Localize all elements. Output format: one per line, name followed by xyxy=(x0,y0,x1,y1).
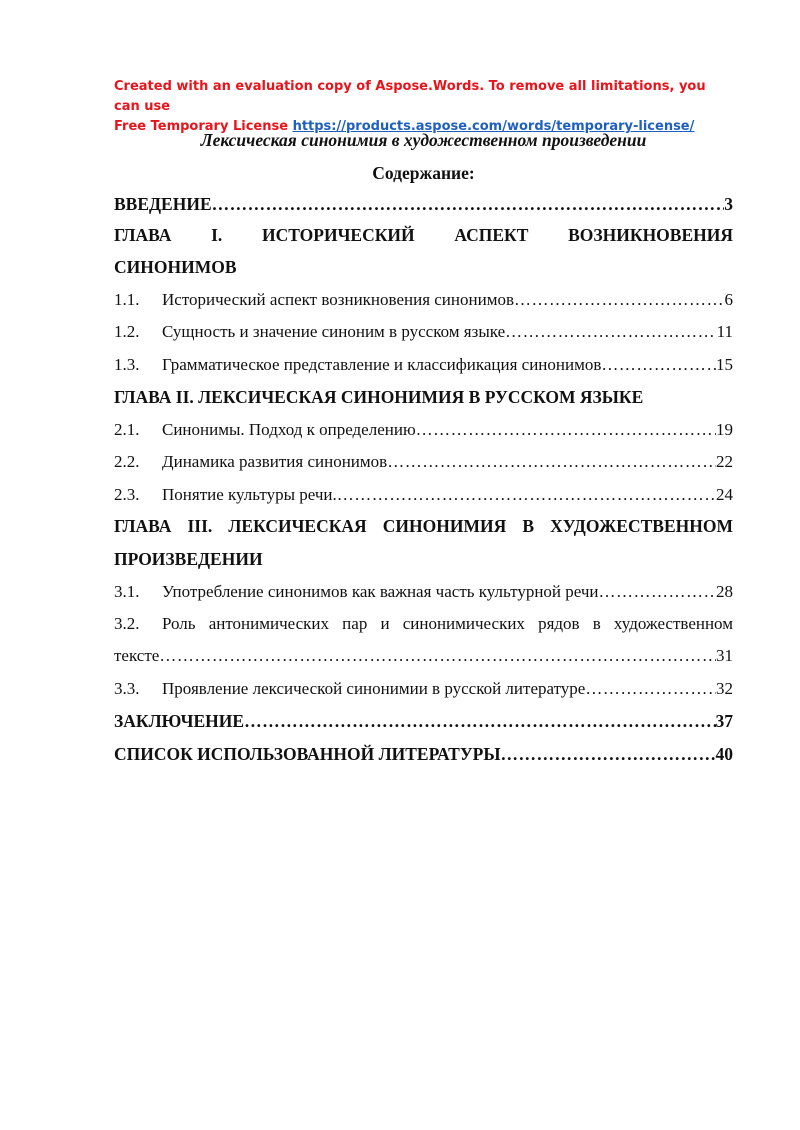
toc-entry-text: СПИСОК ИСПОЛЬЗОВАННОЙ ЛИТЕРАТУРЫ xyxy=(114,744,501,764)
toc-leader-dots xyxy=(601,355,716,375)
toc-entry-text: ГЛАВА II. ЛЕКСИЧЕСКАЯ СИНОНИМИЯ В РУССКОМ ЯЗЫКЕ xyxy=(114,387,644,407)
toc-entry-text: ГЛАВА I. ИСТОРИЧЕСКИЙ АСПЕКТ ВОЗНИКНОВЕНИЯ xyxy=(114,225,733,245)
toc-entry-number: 1.2. xyxy=(114,322,140,341)
toc-entry-text: Проявление лексической синонимии в русской литературе xyxy=(162,679,586,698)
toc-entry-1-3[interactable] xyxy=(114,355,733,381)
toc-leader-dots xyxy=(159,646,716,666)
toc-page-number: 22 xyxy=(716,452,733,471)
toc-entry-1-2[interactable] xyxy=(114,322,733,348)
toc-leader-dots xyxy=(501,744,716,765)
toc-entry-text: ПРОИЗВЕДЕНИИ xyxy=(114,549,263,569)
toc-leader-dots xyxy=(337,485,716,505)
toc-entry-number: 3.2. xyxy=(114,614,140,633)
toc-entry-text: ВВЕДЕНИЕ xyxy=(114,194,212,214)
toc-page-number: 32 xyxy=(716,679,733,698)
toc-leader-dots xyxy=(599,582,716,602)
toc-page-number: 31 xyxy=(716,646,733,665)
toc-leader-dots xyxy=(244,711,715,732)
toc-leader-dots xyxy=(416,420,716,440)
toc-entry-text: Грамматическое представление и классификация синонимов xyxy=(162,355,602,374)
toc-entry-1-1[interactable] xyxy=(114,290,733,316)
toc-entry-conclusion[interactable] xyxy=(114,711,733,737)
toc-entry-2-2[interactable] xyxy=(114,452,733,478)
toc-entry-text: Понятие культуры речи. xyxy=(162,485,337,504)
toc-leader-dots xyxy=(505,322,717,342)
toc-entry-number: 2.1. xyxy=(114,420,140,439)
toc-entry-2-3[interactable] xyxy=(114,485,733,511)
toc-entry-text: СИНОНИМОВ xyxy=(114,257,237,277)
contents-heading: Содержание: xyxy=(372,163,475,183)
toc-entry-number: 1.1. xyxy=(114,290,140,309)
toc-entry-chapter-1[interactable] xyxy=(114,225,733,251)
evaluation-watermark xyxy=(114,77,734,137)
toc-page-number: 37 xyxy=(715,711,733,731)
toc-entry-chapter-1-cont xyxy=(114,257,733,283)
toc-leader-dots xyxy=(212,194,725,215)
toc-entry-chapter-2[interactable] xyxy=(114,387,733,413)
toc-entry-number: 1.3. xyxy=(114,355,140,374)
toc-entry-chapter-3-cont xyxy=(114,549,733,575)
toc-entry-text: Синонимы. Подход к определению xyxy=(162,420,416,439)
toc-entry-number: 3.3. xyxy=(114,679,140,698)
toc-entry-text: Употребление синонимов как важная часть культурной речи xyxy=(162,582,599,601)
toc-page-number: 6 xyxy=(724,290,733,309)
toc-page-number: 19 xyxy=(716,420,733,439)
toc-leader-dots xyxy=(514,290,725,310)
toc-entry-chapter-3[interactable] xyxy=(114,516,733,542)
toc-entry-text: Роль антонимических пар и синонимических рядов в художественном xyxy=(162,614,733,633)
watermark-line1: Created with an evaluation copy of Aspose.Words. To remove all limitations, you can use xyxy=(114,79,706,114)
watermark-license-link[interactable]: https://products.aspose.com/words/temporary-license/ xyxy=(292,119,695,134)
toc-entry-text: Сущность и значение синоним в русском языке xyxy=(162,322,506,341)
toc-entry-number: 2.3. xyxy=(114,485,140,504)
toc-page-number: 24 xyxy=(716,485,733,504)
toc-page-number: 40 xyxy=(715,744,733,764)
document-title: Лексическая синонимия в художественном произведении xyxy=(200,130,647,150)
toc-entry-3-2-cont xyxy=(114,646,733,672)
toc-entry-text: ЗАКЛЮЧЕНИЕ xyxy=(114,711,245,731)
toc-entry-text: Исторический аспект возникновения синонимов xyxy=(162,290,514,309)
toc-entry-3-3[interactable] xyxy=(114,679,733,705)
toc-page-number: 3 xyxy=(724,194,733,214)
toc-entry-text: ГЛАВА III. ЛЕКСИЧЕСКАЯ СИНОНИМИЯ В ХУДОЖЕСТВЕННОМ xyxy=(114,516,733,536)
toc-entry-3-1[interactable] xyxy=(114,582,733,608)
toc-page-number: 15 xyxy=(716,355,733,374)
toc-entry-text: Динамика развития синонимов xyxy=(162,452,388,471)
watermark-license-text: Free Temporary License xyxy=(114,119,289,134)
toc-entry-number: 2.2. xyxy=(114,452,140,471)
toc-entry-number: 3.1. xyxy=(114,582,140,601)
toc-leader-dots xyxy=(585,679,716,699)
toc-entry-2-1[interactable] xyxy=(114,420,733,446)
toc-entry-bibliography[interactable] xyxy=(114,744,733,770)
toc-entry-text: тексте xyxy=(114,646,160,665)
toc-entry-3-2[interactable] xyxy=(114,614,733,640)
toc-page-number: 11 xyxy=(716,322,733,341)
toc-leader-dots xyxy=(387,452,716,472)
toc-page-number: 28 xyxy=(716,582,733,601)
toc-entry-intro[interactable] xyxy=(114,194,733,220)
